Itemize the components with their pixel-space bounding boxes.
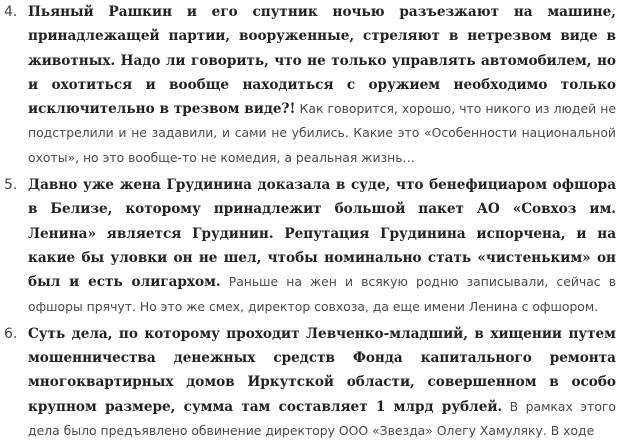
- list-item-text: [28, 0, 616, 170]
- list-item-text: [28, 173, 616, 319]
- list-item: [0, 322, 620, 443]
- comment-text: В рамках этого дела было предъявлено обвинение директору ООО «Звезда» Олегу Хамуляку. В ходе: [28, 398, 616, 439]
- bold-statement: Суть дела, по которому проходит Левченко-младший, в хищении путем мошенничества денежных средств Фонда капитального ремонта многоквартирных домов Иркутской области, совершенном в особо крупном размере, сумма там составляет 1 млрд рублей.: [28, 325, 616, 415]
- list-item-number: 6.: [4, 325, 18, 342]
- bold-statement: Пьяный Рашкин и его спутник ночью разъезжают на машине, принадлежащей партии, вооруженные, стреляют в нетрезвом виде в животных. Надо ли говорить, что не только управлять автомобилем, но и охотиться и вообще находиться с оружием необходимо только исключительно в трезвом виде?!: [28, 4, 616, 118]
- list-item: [0, 173, 620, 319]
- list-item-number: 5.: [4, 177, 18, 194]
- list-item: [0, 0, 620, 170]
- list-item-number: 4.: [4, 4, 18, 20]
- bold-statement: Давно уже жена Грудинина доказала в суде, что бенефициаром офшора в Белизе, которому принадлежит большой пакет АО «Совхоз им. Ленина» является Грудинин. Репутация Грудинина испорчена, и на какие бы уловки он не шел, чтобы номинально стать «чистеньким» он был и есть олигархом.: [28, 177, 616, 291]
- comment-text: Раньше на жен и всякую родню записывали, сейчас в офшоры прячут. Но это же смех, директор совхоза, да еще имени Ленина с офшором.: [28, 274, 616, 314]
- list-item-text: [28, 322, 616, 443]
- comment-text: Как говорится, хорошо, что никого из людей не подстрелили и не задавили, и сами не убились. Какие это «Особенности национальной охоты», но это вообще-то не комедия, а реальная жизнь…: [28, 101, 616, 165]
